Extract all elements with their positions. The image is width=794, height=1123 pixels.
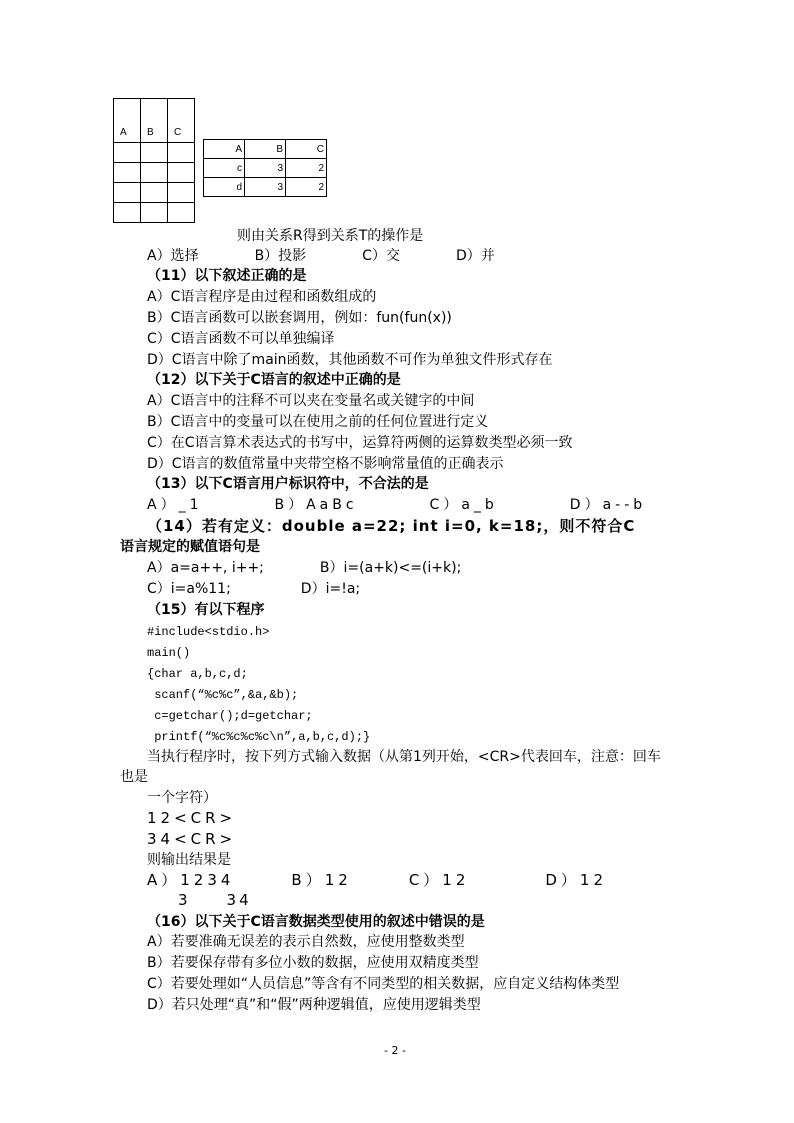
table-cell: 3 xyxy=(245,178,286,197)
table-cell xyxy=(114,203,141,223)
table-header-cell: B xyxy=(141,99,168,143)
answer-option-a: A）C语言程序是由过程和函数组成的 xyxy=(147,289,377,305)
answer-options-continued: 3 34 xyxy=(178,891,252,909)
answer-option-b: B）若要保存带有多位小数的数据，应使用双精度类型 xyxy=(147,955,479,971)
relation-t-table xyxy=(203,139,327,197)
table-cell xyxy=(168,143,195,163)
question-title: （11）以下叙述正确的是 xyxy=(147,268,307,284)
answer-option-b: B）C语言中的变量可以在使用之前的任何位置进行定义 xyxy=(147,414,489,430)
table-row xyxy=(204,159,327,178)
table-cell: c xyxy=(204,159,245,178)
answer-options: A）_1 B）AaBc C）a_b D）a--b xyxy=(147,497,647,513)
table-header-cell: A xyxy=(114,99,141,143)
question-description: 一个字符） xyxy=(147,790,217,806)
answer-option-d: D）若只处理“真”和“假”两种逻辑值，应使用逻辑类型 xyxy=(147,997,481,1013)
table-cell xyxy=(141,183,168,203)
code-line: main() xyxy=(147,646,191,660)
table-cell xyxy=(168,203,195,223)
question-title: （12）以下关于C语言的叙述中正确的是 xyxy=(147,372,401,388)
table-row xyxy=(114,203,195,223)
table-row xyxy=(114,163,195,183)
answer-option-d: D）C语言的数值常量中夹带空格不影响常量值的正确表示 xyxy=(147,456,504,472)
code-line: #include<stdio.h> xyxy=(147,625,270,639)
relation-r-table xyxy=(113,98,195,223)
input-sample: 12<CR> xyxy=(147,809,237,827)
table-cell xyxy=(114,183,141,203)
answer-option-a: A）C语言中的注释不可以夹在变量名或关键字的中间 xyxy=(147,393,475,409)
table-cell xyxy=(114,143,141,163)
table-cell xyxy=(141,163,168,183)
answer-option-d: D）C语言中除了main函数，其他函数不可作为单独文件形式存在 xyxy=(147,352,553,368)
table-row xyxy=(114,183,195,203)
answer-options: A）选择 B）投影 C）交 D）并 xyxy=(147,248,495,264)
answer-option-a: A）若要准确无误差的表示自然数，应使用整数类型 xyxy=(147,934,465,950)
table-header-cell: B xyxy=(245,140,286,159)
question-stem: 则由关系R得到关系T的操作是 xyxy=(237,228,424,244)
question-title-continued: 语言规定的赋值语句是 xyxy=(120,539,260,555)
table-cell xyxy=(114,163,141,183)
table-cell: d xyxy=(204,178,245,197)
table-cell xyxy=(168,183,195,203)
code-line: scanf(“%c%c”,&a,&b); xyxy=(147,688,299,702)
question-description: 当执行程序时，按下列方式输入数据（从第1列开始，<CR>代表回车，注意：回车 xyxy=(147,749,661,765)
answer-options-ab: A）a=a++, i++; B）i=(a+k)<=(i+k); xyxy=(147,560,462,576)
table-row xyxy=(204,178,327,197)
answer-option-b: B）C语言函数可以嵌套调用，例如：fun(fun(x)) xyxy=(147,310,452,326)
table-header-cell: C xyxy=(286,140,327,159)
answer-option-c: C）C语言函数不可以单独编译 xyxy=(147,331,335,347)
table-header-row xyxy=(114,99,195,143)
table-cell: 3 xyxy=(245,159,286,178)
table-cell xyxy=(141,203,168,223)
table-cell xyxy=(168,163,195,183)
table-cell: 2 xyxy=(286,178,327,197)
answer-option-c: C）若要处理如“人员信息”等含有不同类型的相关数据，应自定义结构体类型 xyxy=(147,976,620,992)
question-title: （13）以下C语言用户标识符中，不合法的是 xyxy=(147,476,429,492)
code-line: {char a,b,c,d; xyxy=(147,667,248,681)
table-header-row xyxy=(204,140,327,159)
table-row xyxy=(114,143,195,163)
page-number: - 2 - xyxy=(384,1044,406,1057)
code-line: c=getchar();d=getchar; xyxy=(147,709,313,723)
table-cell: 2 xyxy=(286,159,327,178)
answer-option-c: C）在C语言算术表达式的书写中，运算符两侧的运算数类型必须一致 xyxy=(147,435,573,451)
code-line: printf(“%c%c%c%c\n”,a,b,c,d);} xyxy=(147,730,371,744)
table-header-cell: C xyxy=(168,99,195,143)
answer-options-cd: C）i=a%11; D）i=!a; xyxy=(147,581,361,597)
question-title: （14）若有定义：double a=22; int i=0, k=18;，则不符合C xyxy=(147,517,636,535)
table-header-cell: A xyxy=(204,140,245,159)
question-description: 也是 xyxy=(120,769,148,785)
question-title: （16）以下关于C语言数据类型使用的叙述中错误的是 xyxy=(147,914,485,930)
input-sample: 34<CR> xyxy=(147,830,237,848)
table-cell xyxy=(141,143,168,163)
answer-options: A）1234 B）12 C）12 D）12 xyxy=(147,871,608,889)
question-title: （15）有以下程序 xyxy=(147,602,265,618)
question-prompt: 则输出结果是 xyxy=(147,852,231,868)
